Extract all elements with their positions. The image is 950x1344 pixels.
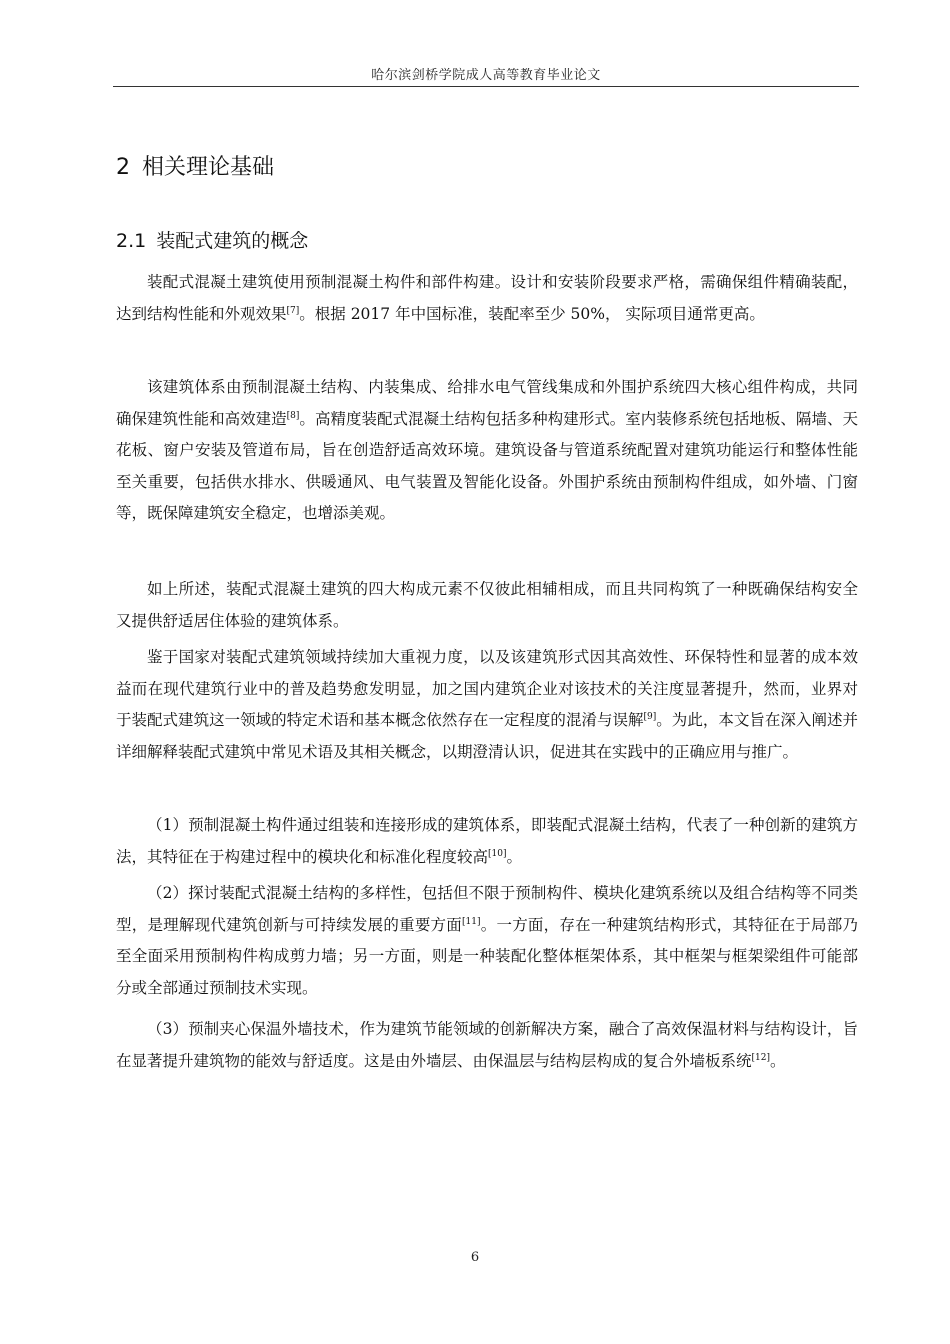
header-rule [113,86,859,87]
paragraph-text: （3）预制夹心保温外墙技术，作为建筑节能领域的创新解决方案，融合了高效保温材料与结构设计，旨在显著提升建筑物的能效与舒适度。这是由外墙层、由保温层与结构层构成的复合外墙板系统 [116,1020,858,1070]
page-header: 哈尔滨剑桥学院成人高等教育毕业论文 [371,68,601,83]
paragraph-6 [116,878,858,1004]
paragraph-text: 该建筑体系由预制混凝土结构、内装集成、给排水电气管线集成和外围护系统四大核心组件构成，共同确保建筑性能和高效建造 [116,378,858,428]
paragraph-5 [116,810,858,873]
paragraph-text: 。高精度装配式混凝土结构包括多种构建形式。室内装修系统包括地板、隔墙、天花板、窗户安装及管道布局，旨在创造舒适高效环境。建筑设备与管道系统配置对建筑功能运行和整体性能至关重要，包括供水排水、供暖通风、电气装置及智能化设备。外围护系统由预制构件组成，如外墙、门窗等，既保障建筑安全稳定，也增添美观。 [116,409,858,522]
citation: [12] [751,1052,770,1063]
paragraph-7 [116,1014,858,1077]
paragraph-text: （1）预制混凝土构件通过组装和连接形成的建筑体系，即装配式混凝土结构，代表了一种创新的建筑方法，其特征在于构建过程中的模块化和标准化程度较高 [116,816,858,866]
paragraph-text: 装配式混凝土建筑使用预制混凝土构件和部件构建。设计和安装阶段要求严格，需确保组件精确装配，达到结构性能和外观效果 [116,273,858,323]
paragraph-text: 。 [770,1051,786,1070]
citation: [7] [286,305,300,316]
citation: [11] [462,916,481,927]
paragraph-text: 。 [506,847,523,866]
citation: [9] [643,711,657,722]
page-number: 6 [470,1250,480,1265]
chapter-number: 2 [116,155,130,180]
section-heading [116,226,308,253]
paragraph-text: 。根据 2017 年中国标准，装配率至少 50%， 实际项目通常更高。 [299,304,765,323]
paragraph-text: 如上所述，装配式混凝土建筑的四大构成元素不仅彼此相辅相成，而且共同构筑了一种既确保结构安全又提供舒适居住体验的建筑体系。 [116,580,858,630]
paragraph-2 [116,372,858,530]
chapter-heading [116,150,274,181]
section-title: 装配式建筑的概念 [156,230,309,252]
paragraph-text: 。为此，本文旨在深入阐述并详细解释装配式建筑中常见术语及其相关概念，以期澄清认识，促进其在实践中的正确应用与推广。 [116,711,858,761]
chapter-title: 相关理论基础 [142,155,275,180]
paragraph-text: 鉴于国家对装配式建筑领域持续加大重视力度，以及该建筑形式因其高效性、环保特性和显著的成本效益而在现代建筑行业中的普及趋势愈发明显，加之国内建筑企业对该技术的关注度显著提升，然而，业界对于装配式建筑这一领域的特定术语和基本概念依然存在一定程度的混淆与误解 [116,648,858,729]
paragraph-3 [116,574,858,637]
citation: [10] [488,848,507,859]
paragraph-1 [116,267,858,330]
paragraph-text: 。一方面，存在一种建筑结构形式，其特征在于局部乃至全面采用预制构件构成剪力墙；另一方面，则是一种装配化整体框架体系，其中框架与框架梁组件可能部分或全部通过预制技术实现。 [116,915,858,997]
paragraph-text: （2）探讨装配式混凝土结构的多样性，包括但不限于预制构件、模块化建筑系统以及组合结构等不同类型，是理解现代建筑创新与可持续发展的重要方面 [116,884,858,934]
section-number: 2.1 [116,230,147,252]
citation: [8] [286,410,300,421]
paragraph-4 [116,642,858,768]
